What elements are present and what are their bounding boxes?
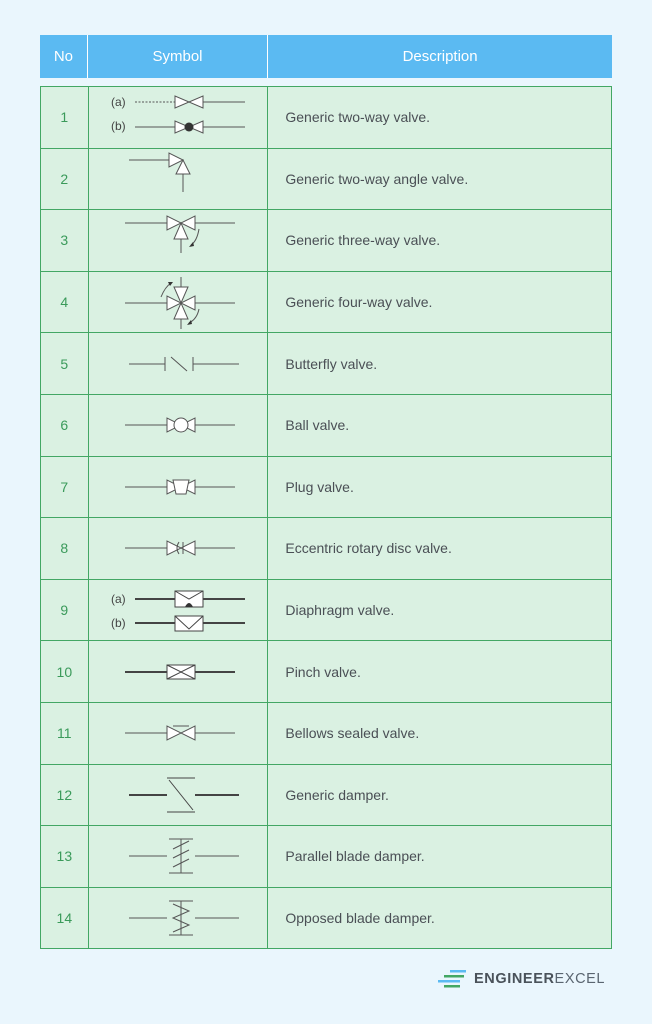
row-number: 3 (41, 210, 89, 271)
valve-symbol-table (40, 35, 612, 949)
row-number: 7 (41, 457, 89, 518)
row-number: 4 (41, 272, 89, 333)
opposed-blade-damper-icon (89, 889, 267, 947)
table-row (41, 765, 611, 827)
row-number: 2 (41, 149, 89, 210)
eccentric-rotary-disc-valve-icon (89, 519, 267, 577)
variant-label-a: (a) (111, 95, 126, 110)
variant-label-b: (b) (111, 119, 126, 134)
row-description: Butterfly valve. (285, 355, 378, 372)
row-description: Bellows sealed valve. (285, 725, 420, 742)
butterfly-valve-icon (89, 335, 267, 393)
row-number: 6 (41, 395, 89, 456)
table-row (41, 395, 611, 457)
brand-part2: EXCEL (554, 971, 606, 987)
ball-valve-icon (89, 396, 267, 454)
row-number: 1 (41, 87, 89, 148)
row-number: 13 (41, 826, 89, 887)
brand-part1: ENGINEER (474, 971, 555, 987)
four-way-valve-icon (89, 273, 267, 331)
three-way-valve-icon (89, 211, 267, 269)
table-row (41, 333, 611, 395)
engineerexcel-logo (438, 968, 605, 990)
row-number: 14 (41, 888, 89, 949)
pinch-valve-icon (89, 643, 267, 701)
plug-valve-icon (89, 458, 267, 516)
row-description: Diaphragm valve. (285, 602, 395, 619)
table-body (40, 86, 612, 949)
variant-label-a: (a) (111, 592, 126, 607)
table-row (41, 272, 611, 334)
row-description: Parallel blade damper. (285, 848, 425, 865)
row-number: 9 (41, 580, 89, 641)
table-row (41, 210, 611, 272)
table-row (41, 87, 611, 149)
row-description: Generic four-way valve. (285, 294, 433, 311)
variant-label-b: (b) (111, 616, 126, 631)
table-row (41, 826, 611, 888)
row-number: 5 (41, 333, 89, 394)
parallel-blade-damper-icon (89, 827, 267, 885)
row-description: Plug valve. (285, 478, 354, 495)
row-description: Pinch valve. (285, 663, 361, 680)
bellows-sealed-valve-icon (89, 704, 267, 762)
row-number: 11 (41, 703, 89, 764)
row-number: 8 (41, 518, 89, 579)
table-row (41, 703, 611, 765)
row-description: Generic two-way valve. (285, 109, 431, 126)
header-description: Description (402, 48, 478, 65)
table-row (41, 641, 611, 703)
diaphragm-valve-icon (89, 581, 267, 639)
row-description: Eccentric rotary disc valve. (285, 540, 452, 557)
row-description: Opposed blade damper. (285, 910, 435, 927)
table-row (41, 149, 611, 211)
brand-stripes-icon (438, 968, 468, 990)
table-row (41, 888, 611, 949)
row-description: Ball valve. (285, 417, 350, 434)
row-description: Generic damper. (285, 786, 389, 803)
angle-valve-icon (89, 150, 267, 208)
header-no: No (40, 35, 88, 78)
table-row (41, 457, 611, 519)
table-header (40, 35, 612, 78)
table-row (41, 580, 611, 642)
table-row (41, 518, 611, 580)
two-way-valve-icon (89, 88, 267, 146)
row-description: Generic two-way angle valve. (285, 170, 469, 187)
header-symbol: Symbol (88, 35, 268, 78)
row-number: 10 (41, 641, 89, 702)
row-description: Generic three-way valve. (285, 232, 441, 249)
row-number: 12 (41, 765, 89, 826)
generic-damper-icon (89, 766, 267, 824)
